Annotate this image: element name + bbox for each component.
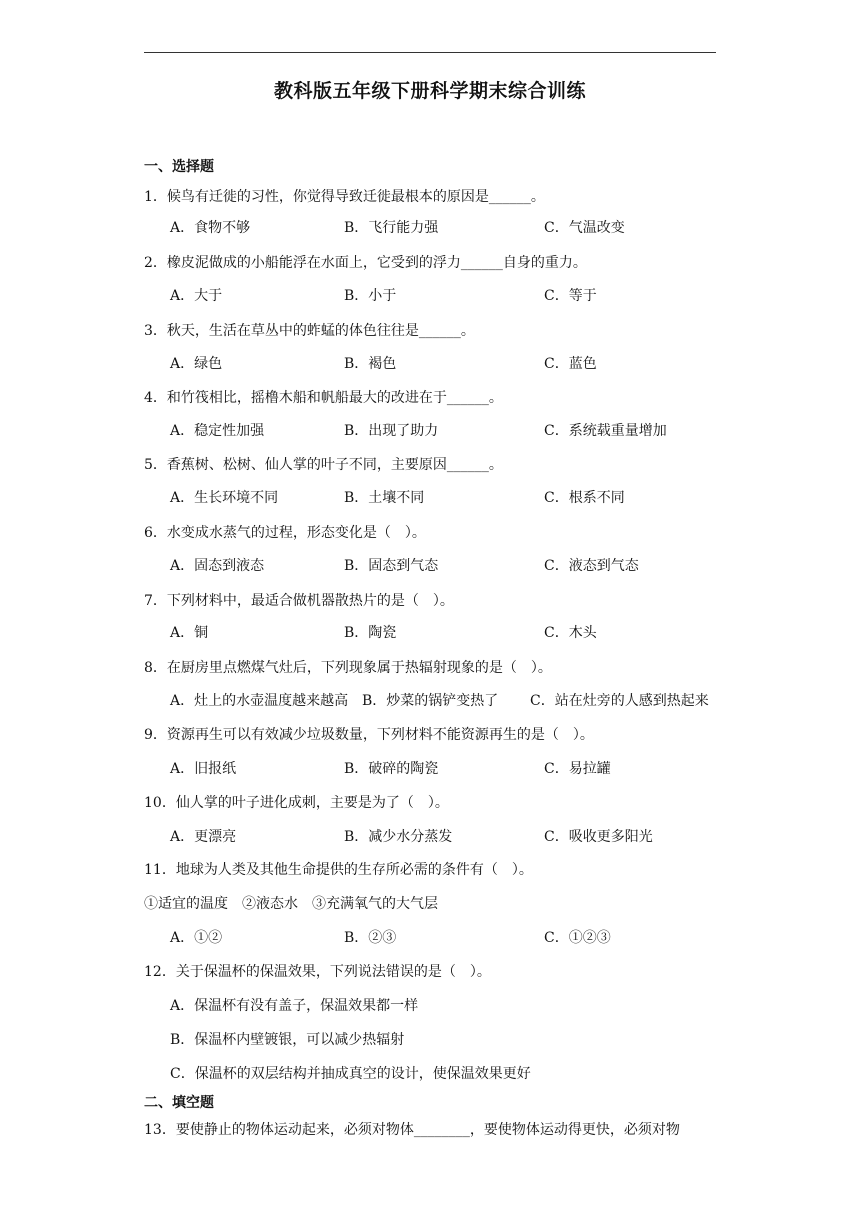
- question-1-option-a[interactable]: A．食物不够: [170, 220, 251, 236]
- question-4-option-a[interactable]: A．稳定性加强: [170, 423, 265, 439]
- question-7-option-b[interactable]: B．陶瓷: [344, 625, 397, 641]
- question-11-stem: 11．地球为人类及其他生命提供的生存所必需的条件有（ ）。: [144, 862, 533, 878]
- question-3-option-c[interactable]: C．蓝色: [544, 356, 597, 372]
- question-12-option-b[interactable]: B．保温杯内壁镀银，可以减少热辐射: [170, 1032, 405, 1048]
- question-10-stem: 10．仙人掌的叶子进化成刺，主要是为了（ ）。: [144, 795, 449, 811]
- question-3-option-b[interactable]: B．褐色: [344, 356, 397, 372]
- question-11-option-a[interactable]: A．①②: [170, 930, 223, 946]
- question-5-stem: 5．香蕉树、松树、仙人掌的叶子不同，主要原因______。: [144, 457, 503, 473]
- question-4-stem: 4．和竹筏相比，摇橹木船和帆船最大的改进在于______。: [144, 390, 503, 406]
- question-2-option-b[interactable]: B．小于: [344, 288, 397, 304]
- question-8-option-c[interactable]: C．站在灶旁的人感到热起来: [530, 693, 709, 709]
- question-2-option-a[interactable]: A．大于: [170, 288, 223, 304]
- question-9-option-c[interactable]: C．易拉罐: [544, 761, 611, 777]
- header-rule: [144, 52, 716, 53]
- page-title: 教科版五年级下册科学期末综合训练: [273, 80, 586, 102]
- question-3-option-a[interactable]: A．绿色: [170, 356, 223, 372]
- question-10-option-c[interactable]: C．吸收更多阳光: [544, 829, 653, 845]
- question-12-option-a[interactable]: A．保温杯有没有盖子，保温效果都一样: [170, 998, 419, 1014]
- question-6-option-a[interactable]: A．固态到液态: [170, 558, 265, 574]
- question-4-option-b[interactable]: B．出现了助力: [344, 423, 439, 439]
- question-5-option-b[interactable]: B．土壤不同: [344, 490, 425, 506]
- question-5-option-c[interactable]: C．根系不同: [544, 490, 625, 506]
- question-13-stem: 13．要使静止的物体运动起来，必须对物体________，要使物体运动得更快，必须对物: [144, 1122, 680, 1138]
- question-11-option-b[interactable]: B．②③: [344, 930, 397, 946]
- question-2-option-c[interactable]: C．等于: [544, 288, 597, 304]
- question-6-option-b[interactable]: B．固态到气态: [344, 558, 439, 574]
- question-1-option-b[interactable]: B．飞行能力强: [344, 220, 439, 236]
- question-4-option-c[interactable]: C．系统载重量增加: [544, 423, 667, 439]
- question-11-option-c[interactable]: C．①②③: [544, 930, 611, 946]
- question-6-option-c[interactable]: C．液态到气态: [544, 558, 639, 574]
- question-9-option-a[interactable]: A．旧报纸: [170, 761, 237, 777]
- question-3-stem: 3．秋天，生活在草丛中的蚱蜢的体色往往是______。: [144, 323, 475, 339]
- question-11-conditions: ①适宜的温度 ②液态水 ③充满氧气的大气层: [144, 896, 438, 912]
- question-8-stem: 8．在厨房里点燃煤气灶后，下列现象属于热辐射现象的是（ ）。: [144, 660, 552, 676]
- question-6-stem: 6．水变成水蒸气的过程，形态变化是（ ）。: [144, 525, 426, 541]
- section-heading-fill: 二、填空题: [144, 1095, 214, 1111]
- question-12-option-c[interactable]: C．保温杯的双层结构并抽成真空的设计，使保温效果更好: [170, 1066, 531, 1082]
- question-9-stem: 9．资源再生可以有效减少垃圾数量，下列材料不能资源再生的是（ ）。: [144, 727, 594, 743]
- question-8-option-b[interactable]: B．炒菜的锅铲变热了: [362, 693, 499, 709]
- section-heading-choice: 一、选择题: [144, 159, 214, 175]
- question-1-option-c[interactable]: C．气温改变: [544, 220, 625, 236]
- question-12-stem: 12．关于保温杯的保温效果，下列说法错误的是（ ）。: [144, 964, 491, 980]
- question-7-option-c[interactable]: C．木头: [544, 625, 597, 641]
- question-5-option-a[interactable]: A．生长环境不同: [170, 490, 279, 506]
- question-7-stem: 7．下列材料中，最适合做机器散热片的是（ ）。: [144, 593, 454, 609]
- question-10-option-a[interactable]: A．更漂亮: [170, 829, 237, 845]
- question-1-stem: 1．候鸟有迁徙的习性，你觉得导致迁徙最根本的原因是______。: [144, 189, 545, 205]
- question-10-option-b[interactable]: B．减少水分蒸发: [344, 829, 453, 845]
- question-9-option-b[interactable]: B．破碎的陶瓷: [344, 761, 439, 777]
- question-7-option-a[interactable]: A．铜: [170, 625, 209, 641]
- question-8-option-a[interactable]: A．灶上的水壶温度越来越高: [170, 693, 349, 709]
- question-2-stem: 2．橡皮泥做成的小船能浮在水面上，它受到的浮力______自身的重力。: [144, 255, 587, 271]
